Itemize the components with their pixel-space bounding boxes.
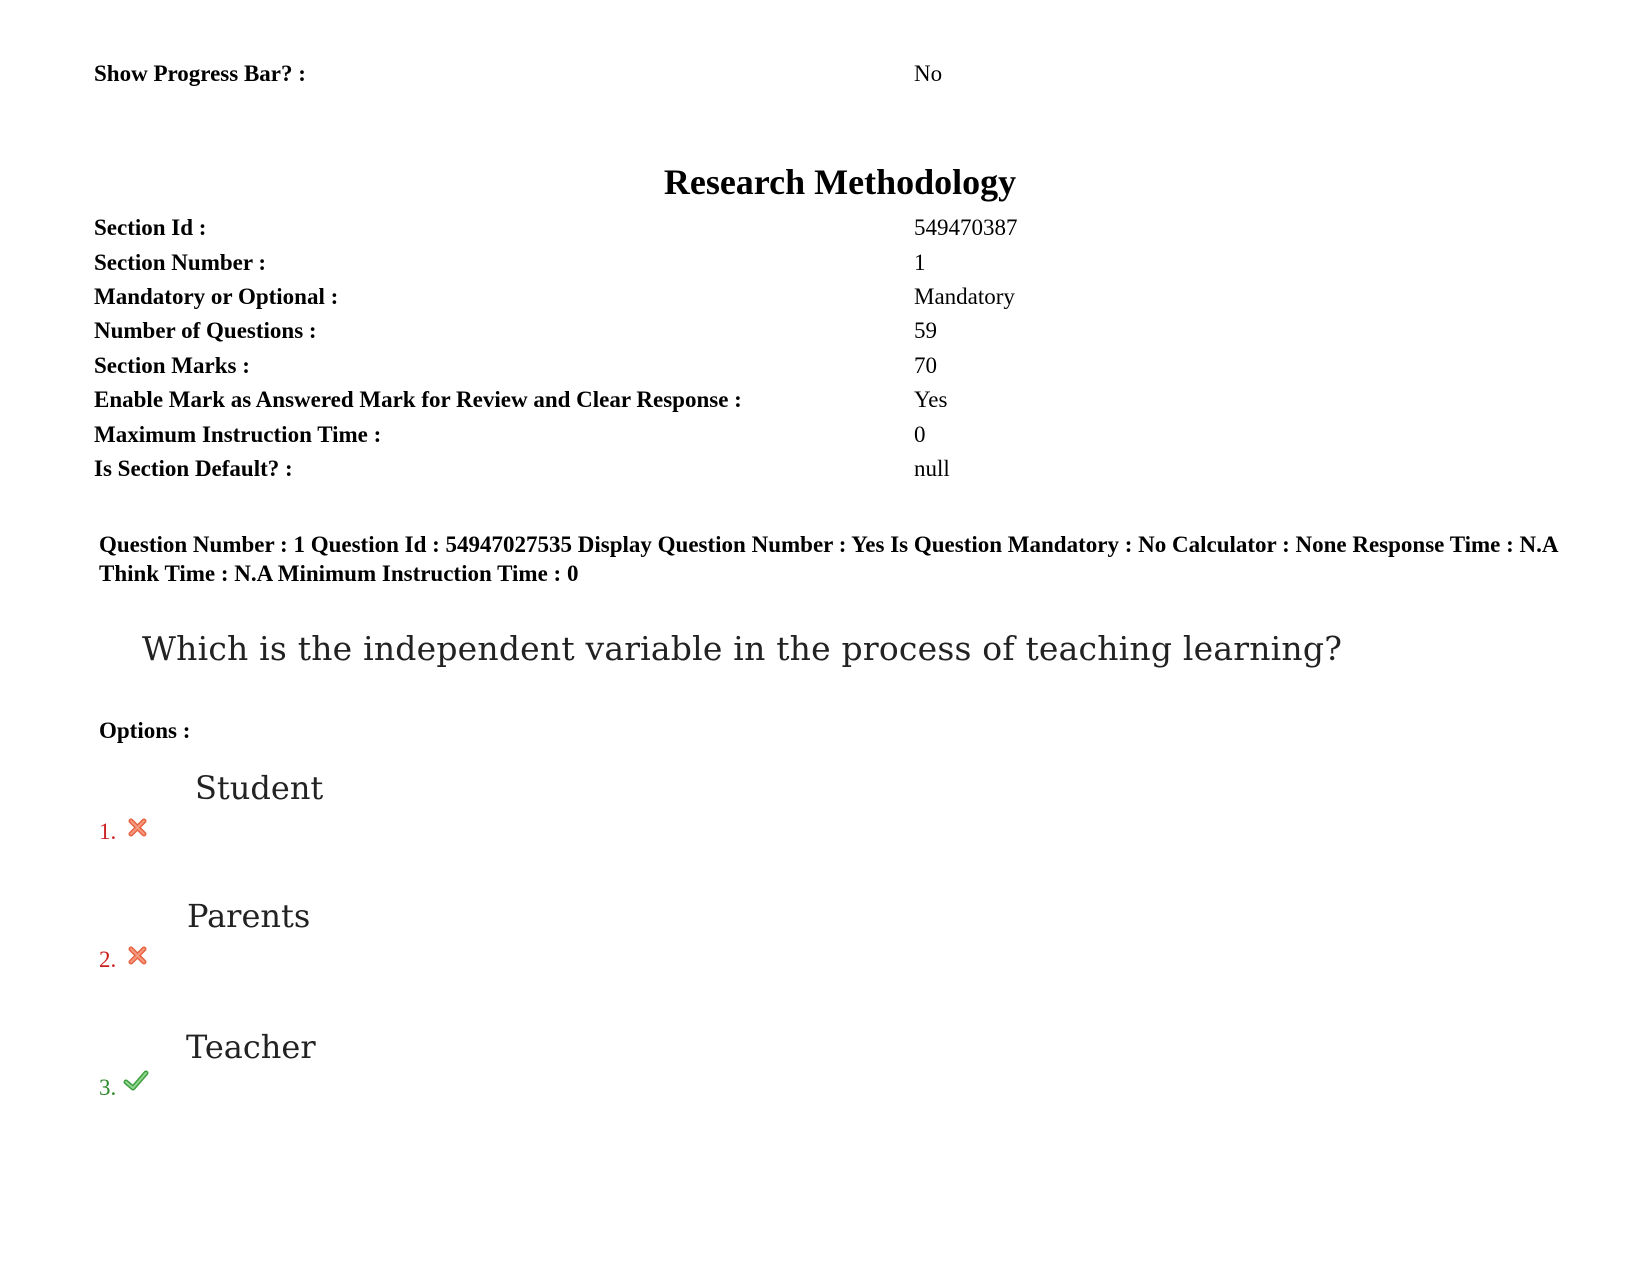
check-icon xyxy=(123,1068,149,1094)
section-field-row xyxy=(94,420,1494,450)
section-field-row xyxy=(94,316,1494,346)
progress-bar-label: Show Progress Bar? : xyxy=(94,61,306,86)
option-text: Teacher xyxy=(186,1028,316,1066)
question-text: Which is the independent variable in the process of teaching learning? xyxy=(142,629,1343,668)
progress-bar-value: No xyxy=(914,61,943,86)
max-instruction-time-value: 0 xyxy=(914,422,926,447)
section-field-row xyxy=(94,454,1494,484)
progress-bar-row xyxy=(94,59,1494,89)
section-field-row xyxy=(94,351,1494,381)
number-of-questions-value: 59 xyxy=(914,318,937,343)
section-default-label: Is Section Default? : xyxy=(94,456,293,481)
enable-mark-label: Enable Mark as Answered Mark for Review and Clear Response : xyxy=(94,387,742,412)
mandatory-optional-label: Mandatory or Optional : xyxy=(94,284,339,309)
section-marks-value: 70 xyxy=(914,353,937,378)
option-text: Parents xyxy=(187,897,311,935)
option-item xyxy=(99,1027,599,1117)
section-id-label: Section Id : xyxy=(94,215,207,240)
section-field-row xyxy=(94,385,1494,415)
section-title: Research Methodology xyxy=(663,162,1017,202)
number-of-questions-label: Number of Questions : xyxy=(94,318,317,343)
section-default-value: null xyxy=(914,456,950,481)
mandatory-optional-value: Mandatory xyxy=(914,284,1015,309)
section-marks-label: Section Marks : xyxy=(94,353,250,378)
max-instruction-time-label: Maximum Instruction Time : xyxy=(94,422,382,447)
options-label: Options : xyxy=(99,718,191,743)
section-number-value: 1 xyxy=(914,250,926,275)
option-number: 2. xyxy=(99,947,117,972)
option-item xyxy=(99,768,599,858)
cross-icon xyxy=(125,942,151,968)
section-field-row xyxy=(94,213,1494,243)
option-text: Student xyxy=(195,769,324,807)
section-id-value: 549470387 xyxy=(914,215,1018,240)
option-number: 1. xyxy=(99,819,117,844)
question-meta: Question Number : 1 Question Id : 54947027535 Display Question Number : Yes Is Question Mandatory : No Calculator : None Response Time : N.A Think Time : N.A Minimum Instruction Time : 0 xyxy=(99,532,1558,586)
enable-mark-value: Yes xyxy=(914,387,948,412)
option-number: 3. xyxy=(99,1075,117,1100)
cross-icon xyxy=(125,814,151,840)
option-item xyxy=(99,896,599,986)
section-field-row xyxy=(94,248,1494,278)
section-field-row xyxy=(94,282,1494,312)
section-number-label: Section Number : xyxy=(94,250,267,275)
